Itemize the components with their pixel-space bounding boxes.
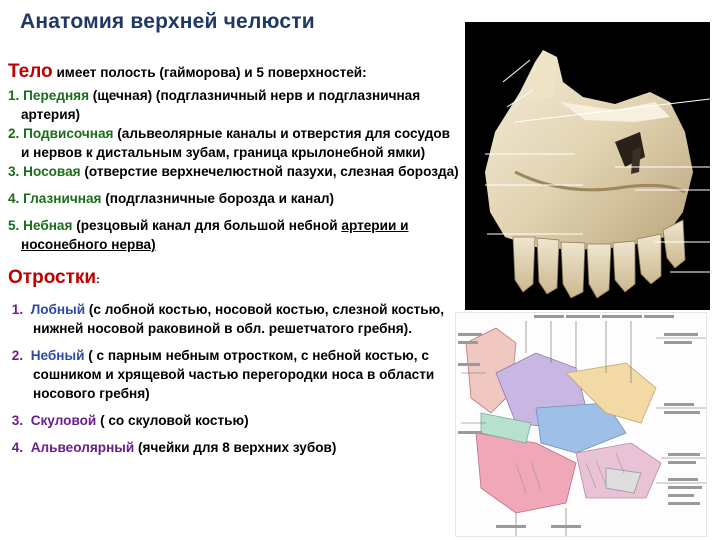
process-name: Лобный xyxy=(30,302,86,317)
processes-heading-colon: : xyxy=(96,274,100,286)
process-number: 1. xyxy=(11,302,24,317)
process-item xyxy=(8,438,460,457)
surface-description: (альвеолярные каналы и отверстия для сосудов и нервов к дистальным зубам, граница крылонебной ямки) xyxy=(21,126,451,160)
surface-item xyxy=(8,86,460,124)
sagittal-section-diagram xyxy=(455,312,707,537)
surface-name: Небная xyxy=(23,218,73,233)
process-description: ( со скуловой костью) xyxy=(96,413,249,428)
surface-item xyxy=(8,124,460,162)
process-description: (с лобной костью, носовой костью, слезной костью, нижней носовой раковиной в обл. решетчатого гребня). xyxy=(33,302,445,336)
process-description: (ячейки для 8 верхних зубов) xyxy=(134,440,337,455)
process-item xyxy=(8,300,460,338)
surface-item xyxy=(8,162,460,181)
surface-description-underlined: артерии и носонебного нерва) xyxy=(21,218,409,252)
processes-heading-line xyxy=(8,268,460,290)
process-name: Скуловой xyxy=(30,413,97,428)
surface-number: 3. xyxy=(8,164,20,179)
surface-item xyxy=(8,189,460,208)
process-number: 3. xyxy=(11,413,24,428)
processes-heading: Отростки xyxy=(8,267,97,288)
body-intro: имеет полость (гайморова) и 5 поверхностей: xyxy=(56,65,367,80)
body-heading-line xyxy=(8,62,460,82)
slide-title: Анатомия верхней челюсти xyxy=(20,10,315,33)
surface-number: 2. xyxy=(8,126,20,141)
body-heading: Тело xyxy=(8,61,53,82)
process-name: Альвеолярный xyxy=(30,440,135,455)
maxilla-photo xyxy=(465,22,710,310)
surface-name: Подвисочная xyxy=(23,126,114,141)
maxilla-bone-illustration xyxy=(465,22,710,310)
surface-number: 1. xyxy=(8,88,20,103)
surface-number: 5. xyxy=(8,218,20,233)
process-item xyxy=(8,346,460,403)
process-name: Небный xyxy=(30,348,85,363)
surface-description: (подглазничные борозда и канал) xyxy=(101,191,335,206)
surface-name: Передняя xyxy=(23,88,90,103)
text-column xyxy=(8,62,460,457)
process-number: 4. xyxy=(11,440,24,455)
process-item xyxy=(8,411,460,430)
surface-name: Носовая xyxy=(23,164,81,179)
surface-number: 4. xyxy=(8,191,20,206)
process-number: 2. xyxy=(11,348,24,363)
surface-description: (щечная) (подглазничный нерв и подглазничная артерия) xyxy=(21,88,421,122)
sagittal-section-illustration xyxy=(456,313,706,536)
surface-name: Глазничная xyxy=(23,191,102,206)
surface-description: (резцовый канал для большой небной xyxy=(72,218,342,233)
process-description: ( с парным небным отростком, с небной костью, с сошником и хрящевой частью перегородки носа в области носового гребня) xyxy=(33,348,435,401)
surface-description: (отверстие верхнечелюстной пазухи, слезная борозда) xyxy=(80,164,459,179)
surface-item xyxy=(8,216,460,254)
